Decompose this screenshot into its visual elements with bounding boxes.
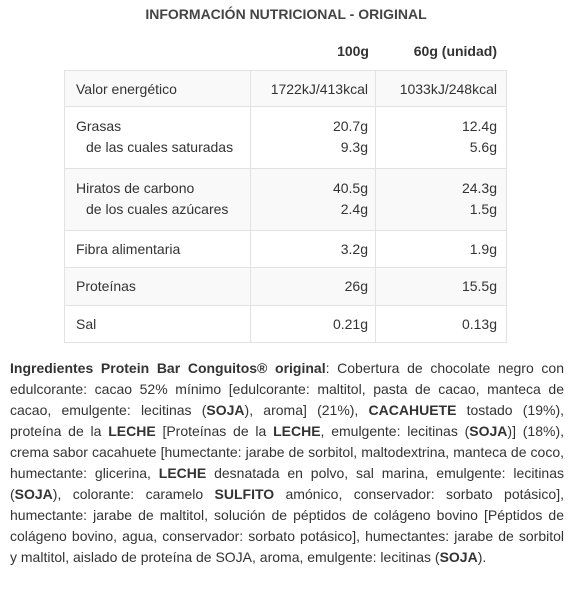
table-row [65, 169, 507, 231]
nutrient-value-unit: 1033kJ/248kcal [399, 81, 497, 97]
table-row [65, 71, 507, 107]
value-100g-cell [251, 268, 376, 306]
ingredients-paragraph [10, 358, 564, 568]
nutrient-label-cell [65, 306, 251, 343]
table-row [65, 268, 507, 306]
ingredient-text: amónico, conservador: sorbato potásico], humectante: jarabe de maltitol, solución de péptidos de colágeno bovino [Péptidos de colágeno bovino, agua, conservador: sorbato potásico], humectantes: jarabe de sorbitol y maltitol, aislado de proteína de SOJA, aroma, emulgente: lecitinas ( [10, 486, 564, 565]
value-unit-cell [376, 107, 507, 169]
ingredient-text: ), colorante: caramelo [52, 486, 215, 502]
nutrition-table-body [65, 71, 507, 343]
nutrient-value-unit: 0.13g [461, 316, 497, 332]
nutrient-label: Hiratos de carbono [76, 180, 195, 196]
value-100g-cell [251, 107, 376, 169]
ingredient-text: [Proteínas de la [155, 423, 274, 439]
table-row [65, 306, 507, 343]
nutrient-value-unit: 24.3g [461, 180, 497, 196]
nutrient-label-cell [65, 107, 251, 169]
ingredient-emphasis: LECHE [108, 423, 156, 439]
ingredient-text: , emulgente: lecitinas ( [320, 423, 470, 439]
ingredient-text: ). [477, 549, 487, 565]
ingredient-emphasis: LECHE [273, 423, 321, 439]
value-unit-cell [376, 169, 507, 231]
nutrient-value-100g: 9.3g [340, 139, 368, 155]
nutrient-label-cell [65, 268, 251, 306]
ingredient-text: desnatada en polvo, sal marina, emulgente: lecitinas ( [10, 465, 564, 502]
nutrient-label: Grasas [76, 118, 122, 134]
ingredient-emphasis: SOJA [14, 486, 53, 502]
nutrient-label-cell [65, 231, 251, 268]
value-100g-cell [251, 231, 376, 268]
nutrient-value-unit: 12.4g [461, 118, 497, 134]
nutrient-value-unit: 1.9g [469, 241, 497, 257]
ingredient-emphasis: LECHE [158, 465, 207, 481]
value-100g-cell [251, 169, 376, 231]
ingredient-emphasis: CACAHUETE [368, 402, 457, 418]
nutrient-value-100g: 0.21g [332, 316, 368, 332]
nutrient-value-unit: 5.6g [469, 139, 497, 155]
nutrient-label: Proteínas [76, 278, 136, 294]
ingredient-emphasis: SOJA [469, 423, 508, 439]
value-unit-cell [376, 306, 507, 343]
nutrient-value-unit: 15.5g [461, 278, 497, 294]
value-100g-cell [251, 306, 376, 343]
ingredient-emphasis: SOJA [439, 549, 478, 565]
nutrient-value-100g: 20.7g [332, 118, 368, 134]
ingredient-emphasis: SULFITO [214, 486, 275, 502]
column-header-unit: 60g (unidad) [413, 43, 497, 59]
ingredient-emphasis: Ingredientes Protein Bar Conguitos® original [10, 360, 326, 376]
column-header-100g: 100g [337, 43, 369, 59]
nutrient-label: Sal [76, 316, 97, 332]
value-unit-cell [376, 71, 507, 107]
nutrient-value-unit: 1.5g [469, 201, 497, 217]
ingredient-text: : Cobertura de chocolate negro con edulcorante: cacao 52% mínimo [edulcorante: maltitol, pasta de cacao, manteca de cacao, emulgente: lecitinas ( [10, 360, 564, 418]
nutrient-label: de las cuales saturadas [86, 139, 234, 155]
ingredient-text: tostado (19%), proteína de la [10, 402, 565, 439]
nutrient-value-100g: 40.5g [332, 180, 368, 196]
page-title: INFORMACIÓN NUTRICIONAL - ORIGINAL [145, 6, 427, 22]
table-row [65, 107, 507, 169]
nutrient-value-100g: 26g [344, 278, 368, 294]
ingredient-text: ), aroma] (21%), [244, 402, 369, 418]
nutrient-value-100g: 2.4g [340, 201, 368, 217]
ingredient-emphasis: SOJA [206, 402, 245, 418]
nutrient-value-100g: 1722kJ/413kcal [270, 81, 368, 97]
value-unit-cell [376, 231, 507, 268]
nutrient-label-cell [65, 71, 251, 107]
value-unit-cell [376, 268, 507, 306]
value-100g-cell [251, 71, 376, 107]
nutrient-label: Valor energético [76, 81, 177, 97]
ingredient-text: )] (18%), crema sabor cacahuete [humectante: jarabe de sorbitol, maltodextrina, manteca de coco, humectante: glicerina, [10, 423, 564, 481]
nutrient-label: de los cuales azúcares [86, 201, 229, 217]
table-row [65, 231, 507, 268]
nutrition-table [64, 70, 507, 343]
nutrient-label-cell [65, 169, 251, 231]
nutrient-value-100g: 3.2g [340, 241, 368, 257]
nutrient-label: Fibra alimentaria [76, 241, 181, 257]
